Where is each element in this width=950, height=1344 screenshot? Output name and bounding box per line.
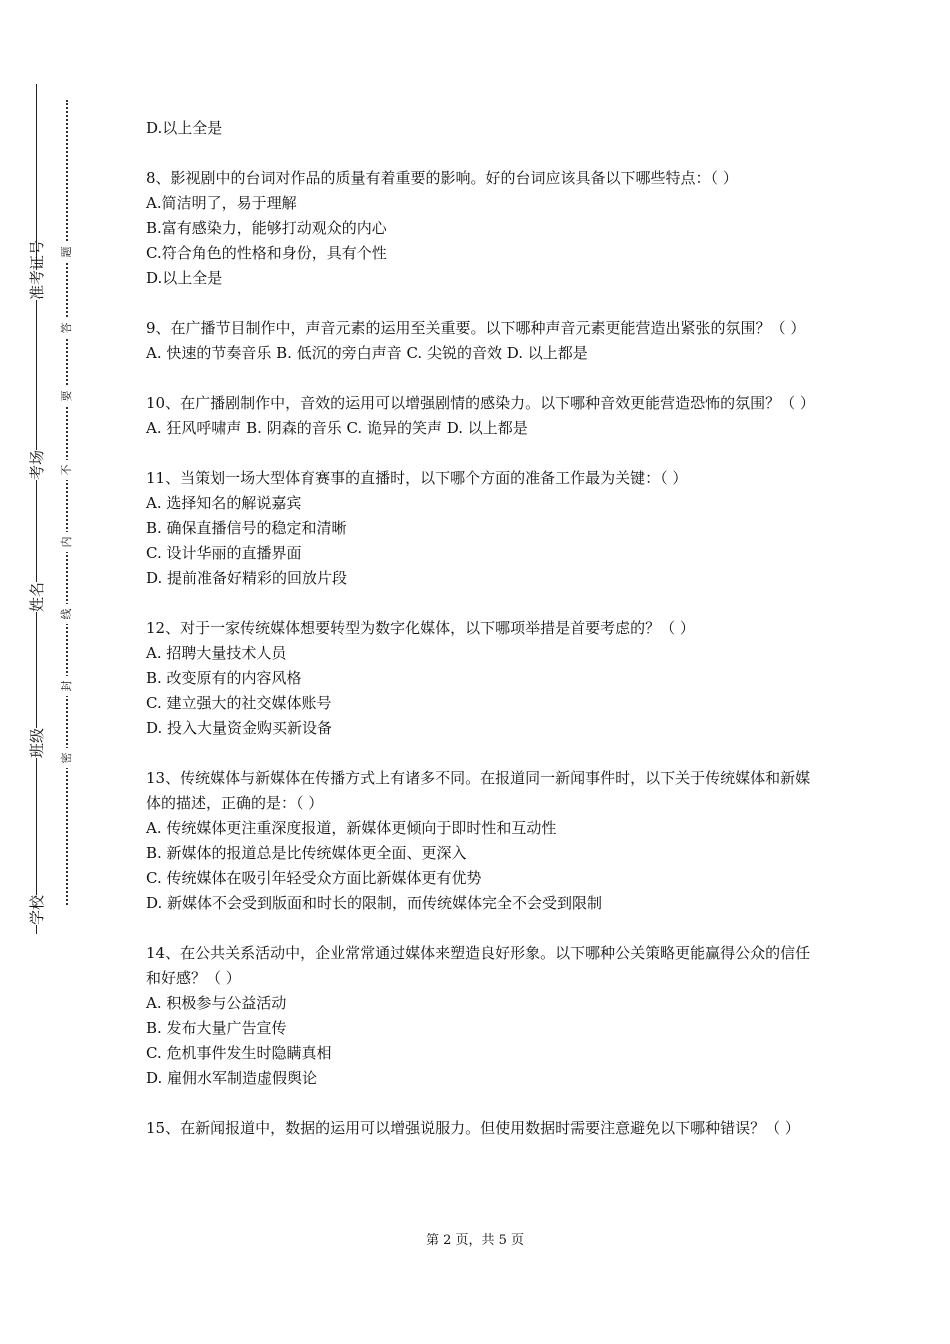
question-14 xyxy=(146,941,811,1091)
option: C.符合角色的性格和身份，具有个性 xyxy=(146,244,387,262)
seal-char: 线 xyxy=(57,604,77,624)
field-exam-number-label: 准考证号 xyxy=(22,270,52,300)
question-15 xyxy=(146,1116,811,1141)
option: B. 新媒体的报道总是比传统媒体更全面、更深入 xyxy=(146,844,467,862)
option: C. 传统媒体在吸引年轻受众方面比新媒体更有优势 xyxy=(146,869,482,887)
binding-margin xyxy=(0,0,120,1344)
binding-solid-line xyxy=(36,84,37,934)
seal-char: 要 xyxy=(57,386,77,406)
option: A. 传统媒体更注重深度报道，新媒体更倾向于即时性和互动性 xyxy=(146,819,557,837)
option: D. 新媒体不会受到版面和时长的限制，而传统媒体完全不会受到限制 xyxy=(146,894,603,912)
question-content xyxy=(146,116,815,1166)
seal-char: 密 xyxy=(57,748,77,768)
question-stem: 9、在广播节目制作中，声音元素的运用至关重要。以下哪种声音元素更能营造出紧张的氛围？（ ） xyxy=(146,319,806,337)
field-name-label: 姓名 xyxy=(22,582,52,612)
question-7-tail xyxy=(146,116,811,141)
option: C. 危机事件发生时隐瞒真相 xyxy=(146,1044,332,1062)
option: B.富有感染力，能够打动观众的内心 xyxy=(146,219,387,237)
option: C. 建立强大的社交媒体账号 xyxy=(146,694,332,712)
option: A.简洁明了，易于理解 xyxy=(146,194,297,212)
question-stem: 13、传统媒体与新媒体在传播方式上有诸多不同。在报道同一新闻事件时，以下关于传统媒体和新媒体的描述，正确的是：（ ） xyxy=(146,769,811,812)
question-stem: 15、在新闻报道中，数据的运用可以增强说服力。但使用数据时需要注意避免以下哪种错误？（ ） xyxy=(146,1119,800,1137)
field-school-label: 学校 xyxy=(22,895,52,925)
seal-char: 封 xyxy=(57,676,77,696)
seal-char: 不 xyxy=(57,460,77,480)
option: A. 积极参与公益活动 xyxy=(146,994,287,1012)
question-stem: 10、在广播剧制作中，音效的运用可以增强剧情的感染力。以下哪种音效更能营造恐怖的氛围？（ ） xyxy=(146,394,815,412)
question-9 xyxy=(146,316,811,366)
option: D. 投入大量资金购买新设备 xyxy=(146,719,333,737)
option: D.以上全是 xyxy=(146,269,223,287)
question-stem: 11、当策划一场大型体育赛事的直播时，以下哪个方面的准备工作最为关键：（ ） xyxy=(146,469,688,487)
option: C. 设计华丽的直播界面 xyxy=(146,544,302,562)
question-11 xyxy=(146,466,811,591)
question-8 xyxy=(146,166,811,291)
field-class-label: 班级 xyxy=(22,728,52,758)
page-footer: 第 2 页，共 5 页 xyxy=(425,1233,525,1248)
question-stem: 14、在公共关系活动中，企业常常通过媒体来塑造良好形象。以下哪种公关策略更能赢得公众的信任和好感？（ ） xyxy=(146,944,811,987)
option: A. 招聘大量技术人员 xyxy=(146,644,287,662)
field-exam-room-label: 考场 xyxy=(22,450,52,480)
question-12 xyxy=(146,616,811,741)
seal-char: 答 xyxy=(57,318,77,338)
option: A. 快速的节奏音乐 B. 低沉的旁白声音 C. 尖锐的音效 D. 以上都是 xyxy=(146,344,588,362)
question-stem: 8、影视剧中的台词对作品的质量有着重要的影响。好的台词应该具备以下哪些特点：（ ） xyxy=(146,169,738,187)
question-10 xyxy=(146,391,815,441)
seal-char: 题 xyxy=(57,242,77,262)
option: A. 狂风呼啸声 B. 阴森的音乐 C. 诡异的笑声 D. 以上都是 xyxy=(146,419,528,437)
option: A. 选择知名的解说嘉宾 xyxy=(146,494,302,512)
option: B. 确保直播信号的稳定和清晰 xyxy=(146,519,347,537)
seal-char: 内 xyxy=(57,532,77,552)
option: D. 提前准备好精彩的回放片段 xyxy=(146,569,348,587)
option: D.以上全是 xyxy=(146,119,223,137)
question-13 xyxy=(146,766,811,916)
option: B. 发布大量广告宣传 xyxy=(146,1019,287,1037)
option: D. 雇佣水军制造虚假舆论 xyxy=(146,1069,318,1087)
question-stem: 12、对于一家传统媒体想要转型为数字化媒体，以下哪项举措是首要考虑的？（ ） xyxy=(146,619,695,637)
binding-dotted-line xyxy=(66,100,68,905)
option: B. 改变原有的内容风格 xyxy=(146,669,302,687)
